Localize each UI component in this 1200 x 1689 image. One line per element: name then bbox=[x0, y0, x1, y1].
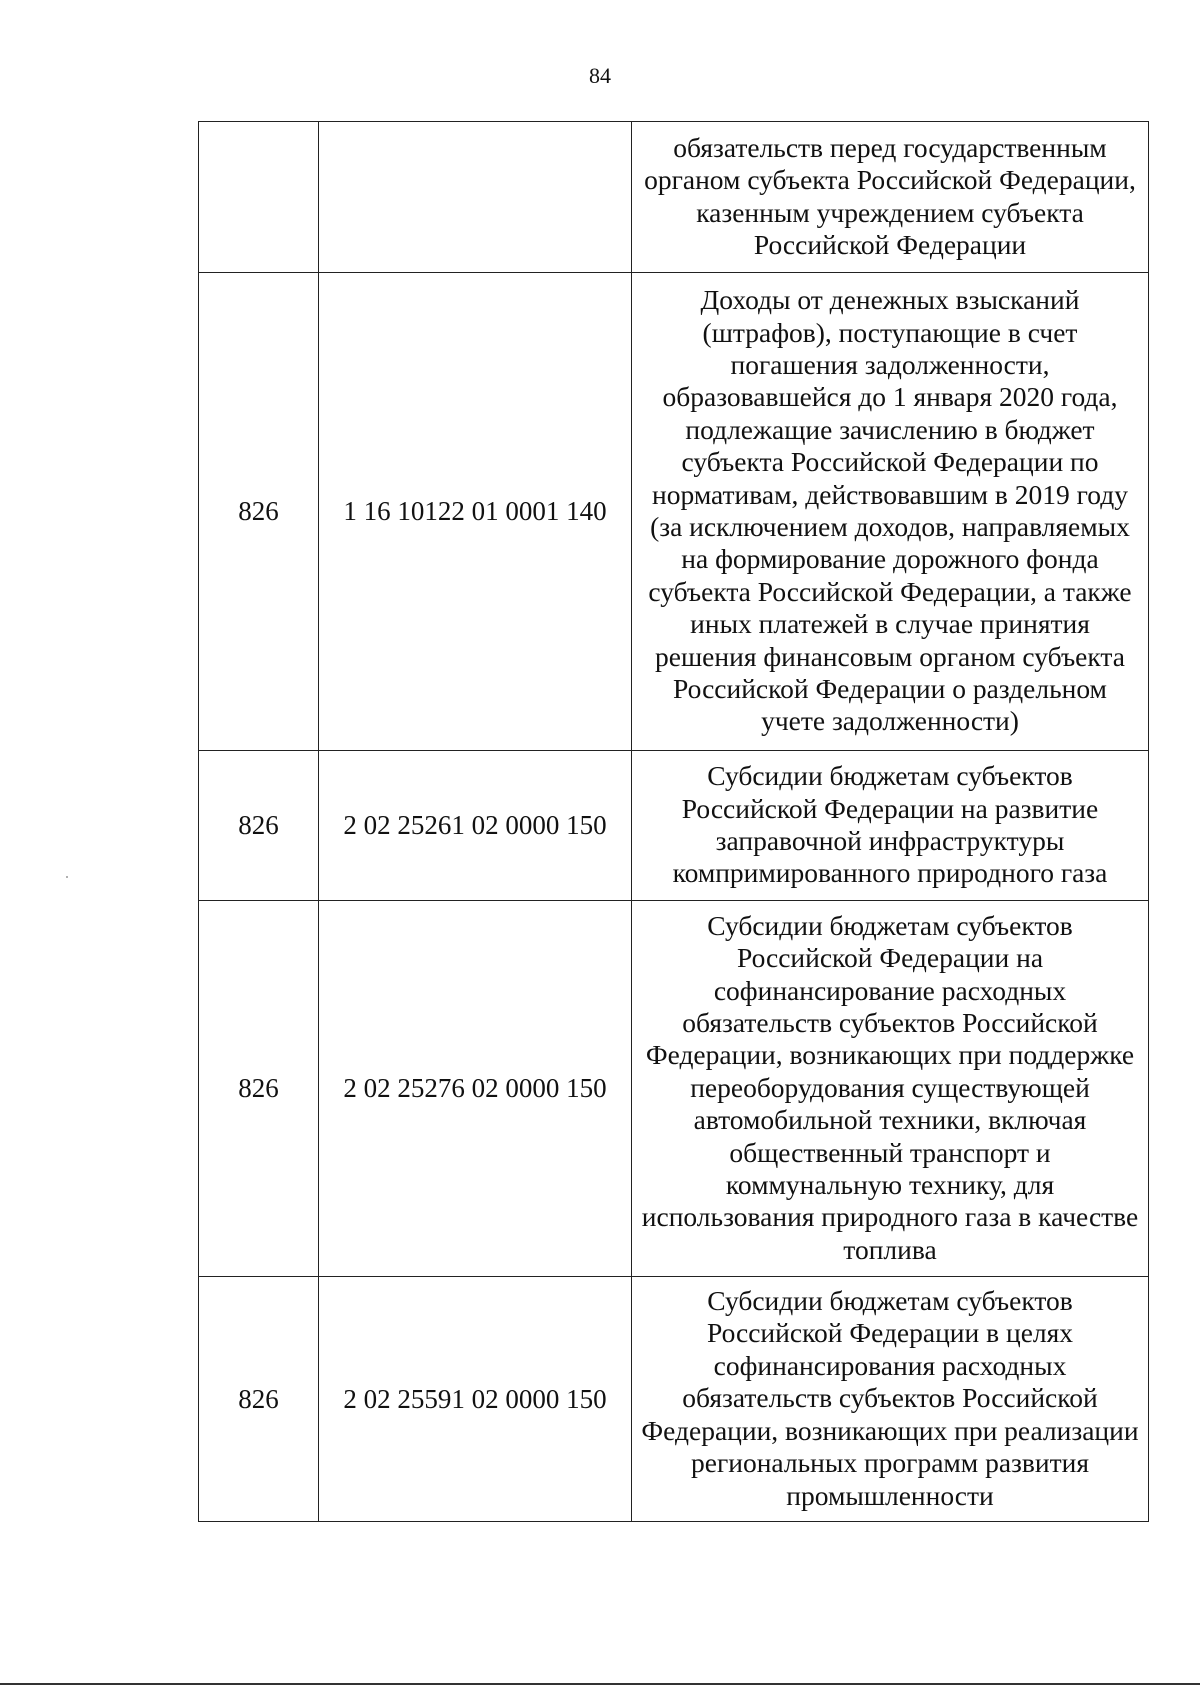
description-cell: Субсидии бюджетам субъектов Российской Федерации в целях софинансирования расходных обязательств субъектов Российской Федерации, возникающих при реализации региональных программ развития промышленности bbox=[632, 1277, 1149, 1522]
revenue-codes-table bbox=[198, 121, 1149, 1522]
description-cell: Субсидии бюджетам субъектов Российской Федерации на софинансирование расходных обязательств субъектов Российской Федерации, возникающих при поддержке переоборудования существующей автомобильной техники, включая общественный транспорт и коммунальную технику, для использования природного газа в качестве топлива bbox=[632, 901, 1149, 1277]
description-cell: Доходы от денежных взысканий (штрафов), поступающие в счет погашения задолженности, образовавшейся до 1 января 2020 года, подлежащие зачислению в бюджет субъекта Российской Федерации по нормативам, действовавшим в 2019 году (за исключением доходов, направляемых на формирование дорожного фонда субъекта Российской Федерации, а также иных платежей в случае принятия решения финансовым органом субъекта Российской Федерации о раздельном учете задолженности) bbox=[632, 273, 1149, 751]
revenue-code-cell bbox=[319, 122, 632, 273]
table-row bbox=[199, 273, 1149, 751]
admin-code-cell: 826 bbox=[199, 751, 319, 901]
page-number: 84 bbox=[589, 63, 611, 88]
revenue-code-cell: 2 02 25276 02 0000 150 bbox=[319, 901, 632, 1277]
description-cell: обязательств перед государственным органом субъекта Российской Федерации, казенным учреждением субъекта Российской Федерации bbox=[632, 122, 1149, 273]
table-row bbox=[199, 122, 1149, 273]
revenue-code-cell: 1 16 10122 01 0001 140 bbox=[319, 273, 632, 751]
admin-code-cell: 826 bbox=[199, 901, 319, 1277]
page-bottom-rule bbox=[0, 1683, 1200, 1685]
admin-code-cell bbox=[199, 122, 319, 273]
revenue-code-cell: 2 02 25591 02 0000 150 bbox=[319, 1277, 632, 1522]
scan-speck bbox=[66, 876, 68, 878]
description-cell: Субсидии бюджетам субъектов Российской Федерации на развитие заправочной инфраструктуры компримированного природного газа bbox=[632, 751, 1149, 901]
revenue-code-cell: 2 02 25261 02 0000 150 bbox=[319, 751, 632, 901]
admin-code-cell: 826 bbox=[199, 273, 319, 751]
table-row bbox=[199, 1277, 1149, 1522]
table-row bbox=[199, 751, 1149, 901]
table-row bbox=[199, 901, 1149, 1277]
admin-code-cell: 826 bbox=[199, 1277, 319, 1522]
